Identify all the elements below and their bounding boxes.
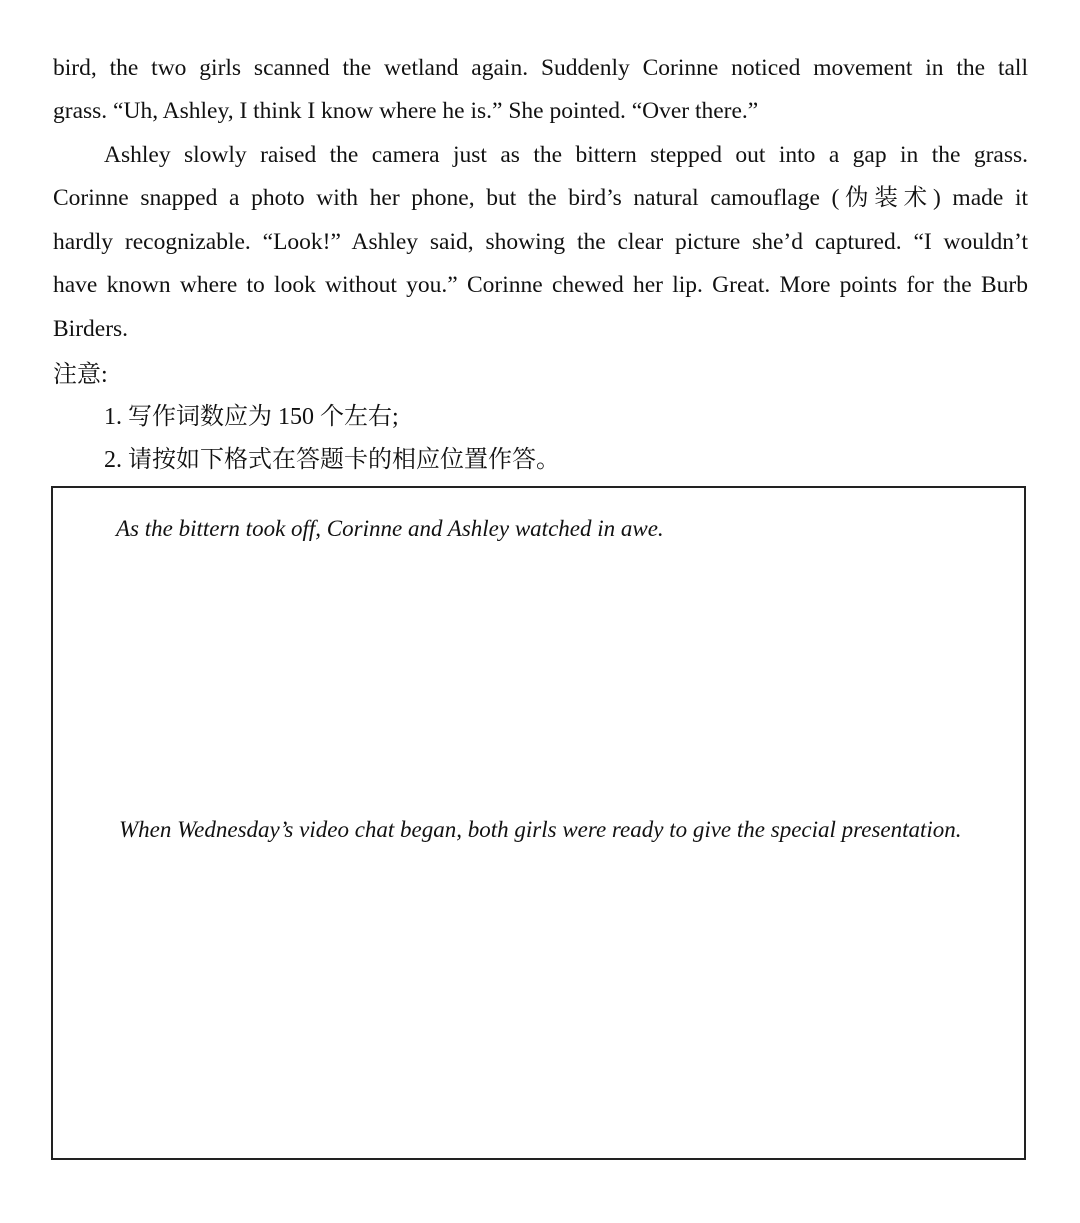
second-paragraph-prompt: When Wednesday’s video chat began, both girls were ready to give the special presentation. xyxy=(119,817,962,842)
passage-line: grass. “Uh, Ashley, I think I know where he is.” She pointed. “Over there.” xyxy=(53,98,759,124)
answer-box xyxy=(51,486,1026,1160)
note-item-format: 2. 请按如下格式在答题卡的相应位置作答。 xyxy=(104,447,560,473)
passage-line: have known where to look without you.” Corinne chewed her lip. Great. More points for the Burb xyxy=(53,272,1028,298)
notes-title: 注意: xyxy=(53,362,108,388)
opening-prompt: As the bittern took off, Corinne and Ashley watched in awe. xyxy=(116,516,664,541)
passage-line: hardly recognizable. “Look!” Ashley said, showing the clear picture she’d captured. “I wouldn’t xyxy=(53,229,1028,255)
note-item-word-count: 1. 写作词数应为 150 个左右; xyxy=(104,404,399,430)
passage-line: Ashley slowly raised the camera just as the bittern stepped out into a gap in the grass. xyxy=(104,142,1028,168)
passage-line: bird, the two girls scanned the wetland again. Suddenly Corinne noticed movement in the tall xyxy=(53,55,1028,81)
passage-line: Birders. xyxy=(53,316,129,342)
passage-line: Corinne snapped a photo with her phone, but the bird’s natural camouflage (伪装术) made it xyxy=(53,185,1028,211)
